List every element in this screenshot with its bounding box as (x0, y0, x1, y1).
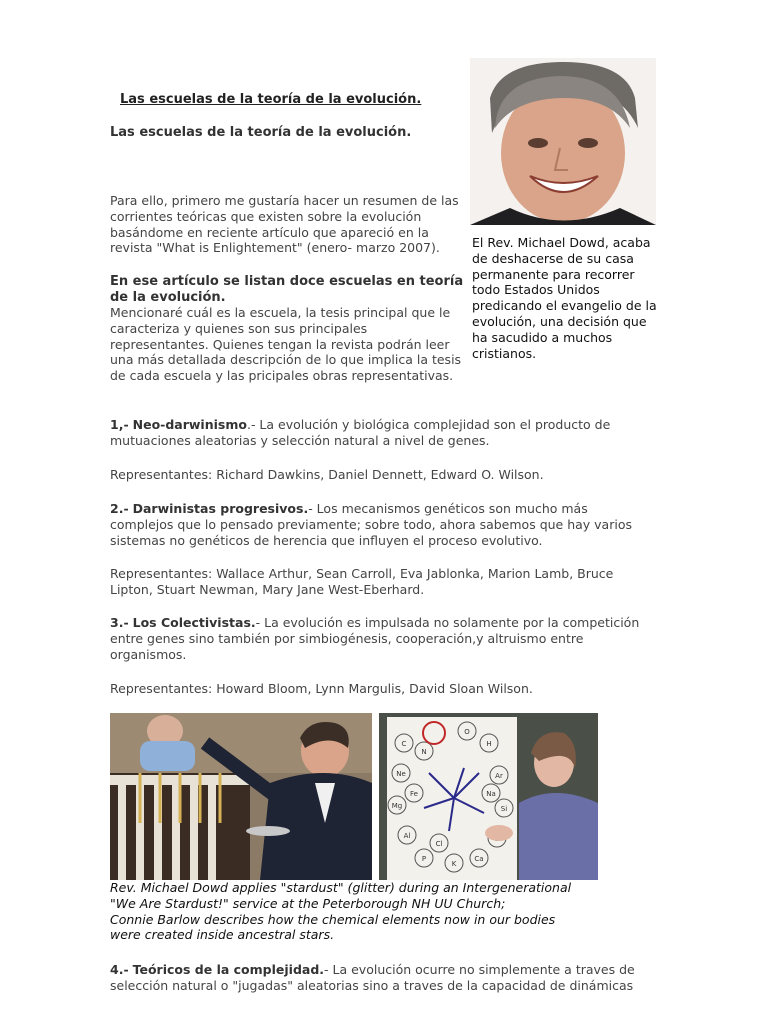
school-1-number: 1,- (110, 417, 129, 432)
element-label: K (451, 860, 457, 868)
portrait-caption: El Rev. Michael Dowd, acaba de deshacerse de su casa permanente para recorrer todo Estados Unidos predicando el evangelio de la evolución, una decisión que ha sacudido a muchos cristianos. (472, 235, 657, 361)
school-2-number: 2.- (110, 501, 129, 516)
element-label: P (421, 855, 427, 863)
element-label: Na (486, 790, 496, 798)
school-3-desc: - La evolución es impulsada no solamente por la competición entre genes sino también por simbiogénesis, cooperación,y altruismo entre organismos. (110, 615, 640, 662)
photo-caption-line-1: Rev. Michael Dowd applies "stardust" (glitter) during an Intergenerational (110, 880, 572, 895)
school-4-desc: - La evolución ocurre no simplemente a traves de selección natural o "jugadas" aleatorias sino a traves de la capacidad de dinámicas (110, 962, 635, 993)
element-label: Cl (435, 840, 443, 848)
element-label: Ar (495, 772, 503, 780)
page-title: Las escuelas de la teoría de la evolución. (120, 92, 422, 107)
school-2-name: Darwinistas progresivos. (132, 501, 309, 516)
school-2-desc: - Los mecanismos genéticos son mucho más complejos que lo pensado previamente; sobre todo, ahora sabemos que hay varios sistemas no genéticos de herencia que influyen el proceso evolutivo. (110, 501, 632, 548)
element-label: H (486, 740, 492, 748)
school-3-number: 3.- (110, 615, 129, 630)
school-4-name: Teóricos de la complejidad. (132, 962, 325, 977)
element-label: Mg (391, 802, 403, 810)
element-label: Fe (410, 790, 418, 798)
school-1-representatives: Representantes: Richard Dawkins, Daniel Dennett, Edward O. Wilson. (110, 467, 544, 482)
photo-caption (110, 880, 650, 943)
school-2-representatives: Representantes: Wallace Arthur, Sean Carroll, Eva Jablonka, Marion Lamb, Bruce Lipton, Stuart Newman, Mary Jane West-Eberhard. (110, 566, 614, 597)
photo-caption-line-3: Connie Barlow describes how the chemical elements now in our bodies (110, 911, 556, 927)
element-label: Si (500, 805, 508, 813)
school-2 (110, 501, 640, 548)
photo-caption-line-2: "We Are Stardust!" service at the Peterborough NH UU Church; (110, 895, 506, 911)
school-3-representatives: Representantes: Howard Bloom, Lynn Margulis, David Sloan Wilson. (110, 681, 533, 696)
school-1 (110, 417, 640, 449)
element-label: Ne (396, 770, 406, 778)
school-3 (110, 615, 660, 662)
portrait-photo (470, 58, 656, 225)
element-label: Al (403, 832, 411, 840)
element-label: O (464, 728, 470, 736)
barlow-poster-photo (379, 713, 598, 880)
list-heading: En ese artículo se listan doce escuelas en teoría de la evolución. (110, 274, 464, 305)
photo-caption-line-4: were created inside ancestral stars. (110, 927, 335, 943)
school-1-name: Neo-darwinismo (132, 417, 247, 432)
school-4-number: 4.- (110, 962, 129, 977)
element-label: Ca (474, 855, 484, 863)
school-1-desc: .- La evolución y biológica complejidad son el producto de mutuaciones aleatorias y selección natural a nivel de genes. (110, 417, 611, 448)
school-4 (110, 962, 660, 994)
element-label: C (401, 740, 407, 748)
intro-paragraph: Para ello, primero me gustaría hacer un resumen de las corrientes teóricas que existen sobre la evolución basándome en reciente artículo que apareció en la revista "What is Enlightement" (enero- marzo 2007). (110, 193, 459, 256)
element-label: N (421, 748, 427, 756)
dowd-service-photo (110, 713, 372, 880)
list-intro: Mencionaré cuál es la escuela, la tesis principal que le caracteriza y quienes son sus principales representantes. Quienes tengan la revista podrán leer una más detallada descripción de lo que implica la tesis de cada escuela y las pricipales obras representativas. (110, 305, 462, 384)
page-subtitle: Las escuelas de la teoría de la evolución. (110, 125, 412, 140)
school-3-name: Los Colectivistas. (132, 615, 256, 630)
